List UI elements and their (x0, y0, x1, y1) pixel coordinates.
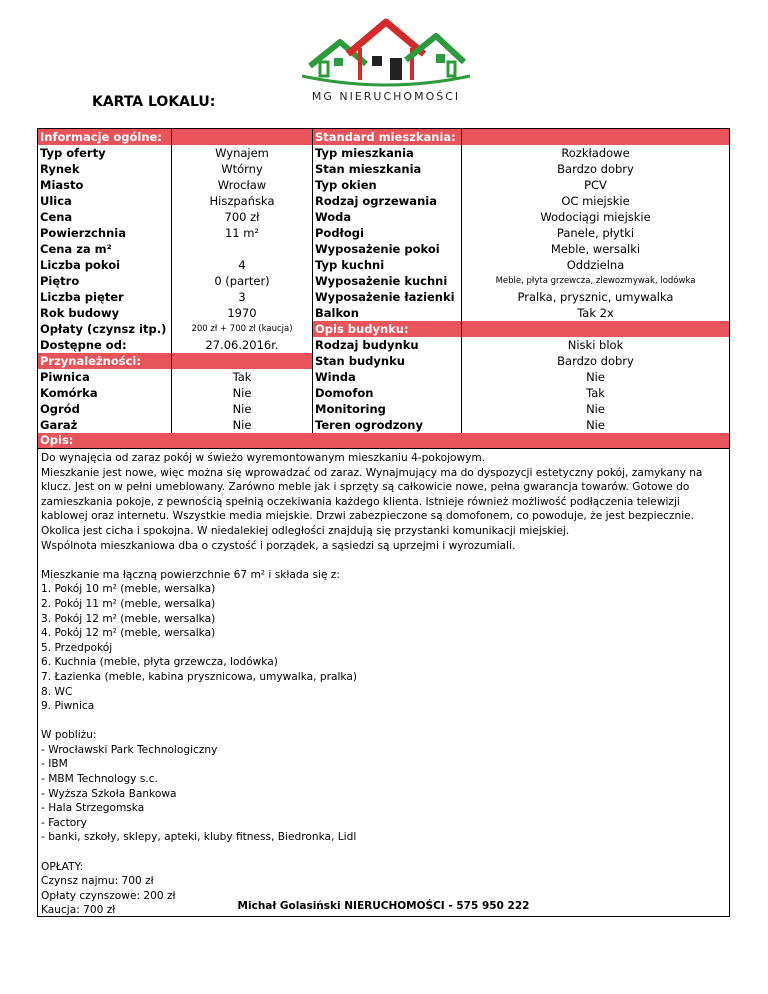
row-value-right (462, 321, 729, 337)
description-paragraph: Wspólnota mieszkaniowa dba o czystość i porządek, a sąsiedzi są uprzejmi i wyrozumiali. (41, 539, 516, 552)
nearby-item: - Factory (41, 816, 87, 829)
description-paragraph: Do wynajęcia od zaraz pokój w świeżo wyremontowanym mieszkaniu 4-pokojowym. (41, 452, 486, 464)
row-label-left: Przynależności: (38, 353, 172, 369)
row-value-right: Tak (586, 386, 605, 400)
room-item: 7. Łazienka (meble, kabina prysznicowa, umywalka, pralka) (41, 670, 357, 683)
page-title: KARTA LOKALU: (92, 94, 216, 110)
row-label-left: Rynek (38, 161, 172, 177)
row-value-left: Nie (172, 417, 313, 433)
row-label-right: Stan mieszkania (313, 161, 462, 177)
description-paragraphs (41, 451, 725, 553)
details-row (38, 161, 729, 177)
row-label-left: Cena (38, 209, 172, 225)
row-value-right: PCV (584, 178, 607, 192)
row-label-right: Wyposażenie pokoi (313, 241, 462, 257)
fee-item: Opłaty czynszowe: 200 zł (41, 889, 176, 902)
row-label-left: Miasto (38, 177, 172, 193)
row-value-left (172, 353, 313, 369)
row-value-left: 0 (parter) (172, 273, 313, 289)
row-value-left: 27.06.2016r. (172, 337, 313, 353)
details-row (38, 369, 729, 385)
row-value-left: Tak (172, 369, 313, 385)
row-value-right: Nie (586, 418, 605, 432)
details-row (38, 385, 729, 401)
row-value-right: Rozkładowe (561, 146, 630, 160)
details-row (38, 337, 729, 353)
row-value-left: Wtórny (172, 161, 313, 177)
room-item: 5. Przedpokój (41, 641, 113, 654)
row-label-right: Rodzaj ogrzewania (313, 193, 462, 209)
details-row (38, 257, 729, 273)
nearby-item: - Wyższa Szkoła Bankowa (41, 787, 177, 800)
description-body (38, 448, 729, 916)
property-sheet (37, 128, 730, 917)
agent-contact-footer: Michał Golasiński NIERUCHOMOŚCI - 575 950 222 (237, 900, 530, 913)
details-row (38, 289, 729, 305)
details-row (38, 225, 729, 241)
description-paragraph: Mieszkanie jest nowe, więc można się wprowadzać od zaraz. Wynajmujący ma do dyspozycji estetyczny pokój, zamykany na klucz. Jest on w pełni umeblowany. Zarówno meble jak i sprzęty są całkowicie nowe, pełna gwarancja towarów. Gotowe do zamieszkania pokoje, z pewnością spełnią oczekiwania każdego klienta. Istnieje również możliwość podłączenia telewizji kablowej oraz internetu. Wszystkie media miejskie. Drzwi zabezpieczone są domofonem, co powoduje, że jest bezpiecznie. Okolica jest cicha i spokojna. W niedalekiej odległości znajdują się przystanki komunikacji miejskiej. (41, 466, 703, 537)
company-logo (296, 14, 476, 104)
row-value-right: Nie (586, 370, 605, 384)
row-label-right: Balkon (313, 305, 462, 321)
row-value-left: Nie (172, 385, 313, 401)
row-value-right: Nie (586, 402, 605, 416)
row-value-left: Nie (172, 401, 313, 417)
nearby-list (41, 743, 725, 845)
row-value-right: Bardzo dobry (557, 354, 634, 368)
row-label-left: Garaż (38, 417, 172, 433)
details-row (38, 145, 729, 161)
row-label-right: Typ okien (313, 177, 462, 193)
row-label-left: Rok budowy (38, 305, 172, 321)
row-value-right: Wodociągi miejskie (540, 210, 651, 224)
logo-text: MG NIERUCHOMOŚCI (311, 90, 461, 103)
room-item: 2. Pokój 11 m² (meble, wersalka) (41, 597, 216, 610)
fees-intro: OPŁATY: (41, 860, 84, 873)
row-label-right: Wyposażenie łazienki (313, 289, 462, 305)
nearby-item: - MBM Technology s.c. (41, 773, 158, 786)
row-label-left: Cena za m² (38, 241, 172, 257)
row-label-left: Typ oferty (38, 145, 172, 161)
row-label-right: Monitoring (313, 401, 462, 417)
row-label-left: Piętro (38, 273, 172, 289)
room-item: 9. Piwnica (41, 700, 95, 713)
row-label-left: Ogród (38, 401, 172, 417)
row-value-right: Niski blok (567, 338, 624, 352)
details-row (38, 273, 729, 289)
details-row (38, 321, 729, 337)
details-row (38, 177, 729, 193)
row-value-left: Wrocław (172, 177, 313, 193)
row-value-left: Hiszpańska (172, 193, 313, 209)
details-row (38, 305, 729, 321)
row-value-left: 4 (172, 257, 313, 273)
row-value-left: Wynajem (172, 145, 313, 161)
details-row (38, 401, 729, 417)
room-item: 3. Pokój 12 m² (meble, wersalka) (41, 612, 216, 625)
row-value-right: Meble, wersalki (550, 242, 641, 256)
details-row (38, 417, 729, 433)
row-value-left: 1970 (172, 305, 313, 321)
row-label-left: Dostępne od: (38, 337, 172, 353)
row-label-right: Wyposażenie kuchni (313, 273, 462, 289)
row-label-right: Rodzaj budynku (313, 337, 462, 353)
row-label-right: Podłogi (313, 225, 462, 241)
nearby-intro: W pobliżu: (41, 729, 97, 742)
details-table (38, 145, 729, 433)
details-row (38, 193, 729, 209)
apartment-standard-header: Standard mieszkania: (313, 129, 462, 145)
row-label-right: Woda (313, 209, 462, 225)
rooms-list (41, 582, 725, 713)
row-label-left: Liczba pokoi (38, 257, 172, 273)
room-item: 4. Pokój 12 m² (meble, wersalka) (41, 627, 216, 640)
row-value-left: 700 zł (172, 209, 313, 225)
room-item: 1. Pokój 10 m² (meble, wersalka) (41, 583, 216, 596)
row-label-right: Opis budynku: (313, 321, 462, 337)
nearby-item: - Hala Strzegomska (41, 802, 145, 815)
details-row (38, 241, 729, 257)
row-label-left: Liczba pięter (38, 289, 172, 305)
row-label-right: Stan budynku (313, 353, 462, 369)
row-value-right: OC miejskie (561, 194, 630, 208)
general-info-header: Informacje ogólne: (38, 129, 172, 145)
row-label-right: Typ mieszkania (313, 145, 462, 161)
row-label-left: Ulica (38, 193, 172, 209)
houses-logo-icon (296, 14, 476, 104)
row-value-left: 3 (172, 289, 313, 305)
rooms-intro: Mieszkanie ma łączną powierzchnie 67 m² i składa się z: (41, 568, 340, 581)
row-label-left: Piwnica (38, 369, 172, 385)
fee-item: Kaucja: 700 zł (41, 904, 116, 917)
row-value-right: Meble, płyta grzewcza, zlewozmywak, lodówka (495, 276, 696, 286)
row-label-left: Powierzchnia (38, 225, 172, 241)
apartment-standard-header-spacer (462, 129, 729, 145)
nearby-item: - IBM (41, 758, 68, 771)
room-item: 6. Kuchnia (meble, płyta grzewcza, lodówka) (41, 656, 278, 669)
row-value-right: Pralka, prysznic, umywalka (517, 290, 674, 304)
details-row (38, 209, 729, 225)
nearby-item: - banki, szkoły, sklepy, apteki, kluby fitness, Biedronka, Lidl (41, 831, 357, 844)
row-value-right: Oddzielna (566, 258, 625, 272)
row-label-left: Komórka (38, 385, 172, 401)
row-value-left: 200 zł + 700 zł (kaucja) (172, 321, 313, 337)
row-label-right: Domofon (313, 385, 462, 401)
description-header: Opis: (38, 433, 729, 448)
row-label-right: Teren ogrodzony (313, 417, 462, 433)
row-label-right: Typ kuchni (313, 257, 462, 273)
room-item: 8. WC (41, 685, 73, 698)
row-value-right: Bardzo dobry (557, 162, 634, 176)
row-value-right: Tak 2x (577, 306, 614, 320)
nearby-item: - Wrocławski Park Technologiczny (41, 743, 218, 756)
row-value-left: 11 m² (172, 225, 313, 241)
row-label-left: Opłaty (czynsz itp.) (38, 321, 172, 337)
row-value-right: Panele, płytki (556, 226, 635, 240)
fee-item: Czynsz najmu: 700 zł (41, 875, 154, 888)
general-info-header-spacer (172, 129, 313, 145)
details-row (38, 353, 729, 369)
row-label-right: Winda (313, 369, 462, 385)
row-value-left (172, 241, 313, 257)
